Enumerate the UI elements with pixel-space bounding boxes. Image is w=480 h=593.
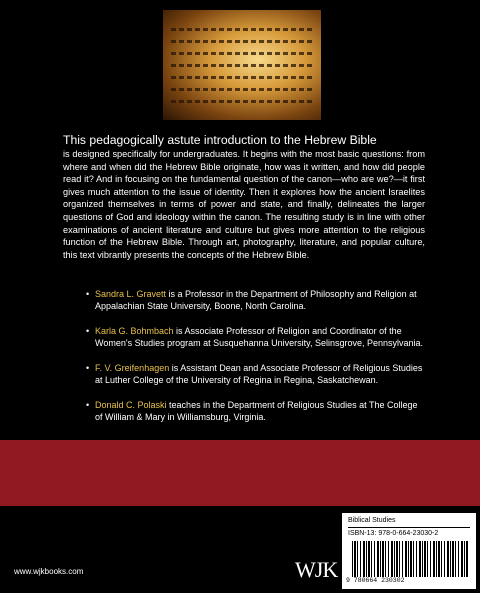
description-body: is designed specifically for undergraduates. It begins with the most basic questions: from where and when did the Hebrew Bible originate, how was it written, and how did people read it? And in focusing on the fundamental question of the canon—who are we?—it first gives much attention to the issue of identity. Then it explores how the ancient Israelites organized themselves in terms of power and state, and finally, delineates the larger questions of God and ideology within the canon. The resulting study is in line with other examinations of ancient literature and culture but gives more attention to the religious function of the Hebrew Bible. Through art, photography, literature, and popular culture, this text vibrantly presents the concepts of the Hebrew Bible. xyxy=(63,149,425,260)
publisher-logo: WJK xyxy=(295,557,338,582)
isbn-label: ISBN-13: 978-0-664-23030-2 xyxy=(348,530,439,537)
decorative-red-band xyxy=(0,440,480,506)
author-name: Sandra L. Gravett xyxy=(95,289,167,299)
bullet-icon: • xyxy=(86,400,90,410)
author-bio: is a Professor in the Department of Philosophy and Religion at Appalachian State University, Boone, North Carolina. xyxy=(95,289,417,311)
barcode-panel xyxy=(342,513,476,589)
author-name: F. V. Greifenhagen xyxy=(95,363,170,373)
author-list xyxy=(63,288,425,436)
barcode-digits: 9 780664 230302 xyxy=(346,577,405,584)
bullet-icon: • xyxy=(86,326,90,336)
author-name: Karla G. Bohmbach xyxy=(95,326,174,336)
description-lead: This pedagogically astute introduction to the Hebrew Bible xyxy=(63,133,377,147)
author-item xyxy=(63,325,425,349)
barcode-icon xyxy=(352,541,468,577)
author-bio: teaches in the Department of Religious Studies at The College of William & Mary in Williamsburg, Virginia. xyxy=(95,400,418,422)
author-bio: is Assistant Dean and Associate Professor of Religious Studies at Luther College of the University of Regina in Regina, Saskatchewan. xyxy=(95,363,423,385)
author-item xyxy=(63,362,425,386)
category-label: Biblical Studies xyxy=(348,517,396,524)
bullet-icon: • xyxy=(86,289,90,299)
author-bio: is Associate Professor of Religion and Coordinator of the Women's Studies program at Susquehanna University, Selinsgrove, Pennsylvania. xyxy=(95,326,424,348)
author-item xyxy=(63,288,425,312)
website-link[interactable]: www.wjkbooks.com xyxy=(14,567,84,576)
author-item xyxy=(63,399,425,423)
author-name: Donald C. Polaski xyxy=(95,400,167,410)
divider xyxy=(348,527,470,528)
description xyxy=(63,133,425,261)
hebrew-scroll-photo xyxy=(163,10,321,120)
bullet-icon: • xyxy=(86,363,90,373)
